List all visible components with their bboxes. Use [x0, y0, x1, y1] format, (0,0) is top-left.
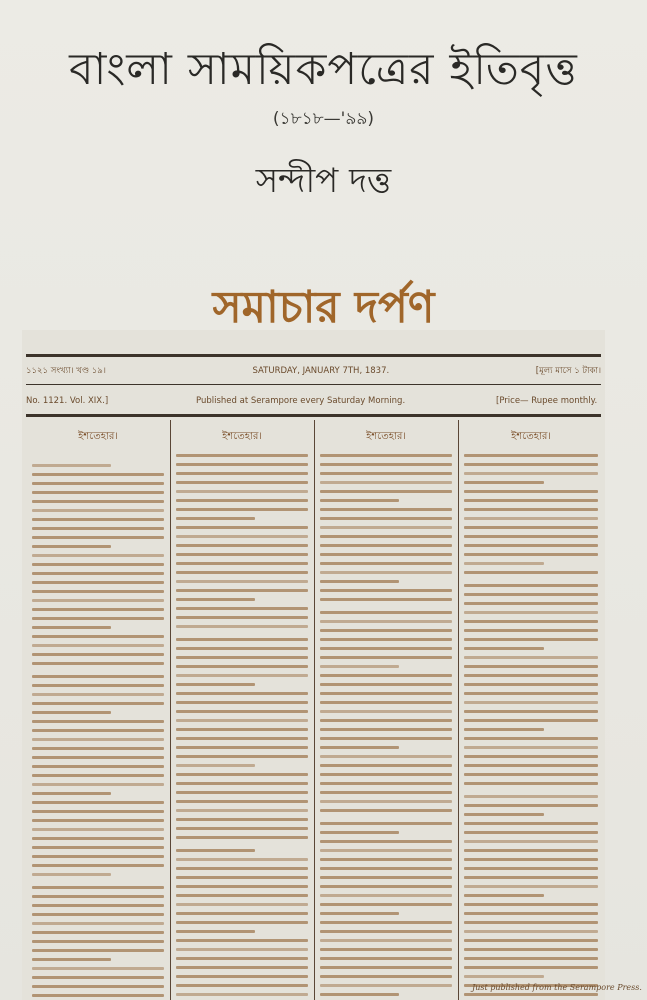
newspaper-text-line [32, 509, 164, 512]
newspaper-text-line [32, 693, 164, 696]
newspaper-text-line [32, 554, 164, 557]
newspaper-text-line [32, 572, 164, 575]
newspaper-text-line [32, 653, 164, 656]
newspaper-text-line [176, 665, 308, 668]
dateline-mid: SATURDAY, JANUARY 7TH, 1837. [252, 366, 390, 376]
newspaper-text-line [176, 755, 308, 758]
newspaper-text-line [32, 931, 164, 934]
newspaper-text-line [32, 949, 164, 952]
newspaper-top-rule [26, 354, 601, 357]
newspaper-text-line [176, 463, 308, 466]
newspaper-column-3 [316, 420, 456, 1000]
newspaper-text-line [176, 481, 308, 484]
newspaper-text-line [464, 795, 598, 798]
newspaper-text-line [464, 683, 598, 686]
newspaper-text-line [32, 819, 164, 822]
newspaper-text-line [176, 580, 308, 583]
newspaper-text-line [32, 702, 164, 705]
newspaper-text-line [464, 647, 544, 650]
newspaper-text-line [32, 994, 164, 997]
newspaper-text-line [32, 828, 164, 831]
newspaper-text-line [176, 589, 308, 592]
newspaper-text-line [176, 535, 308, 538]
newspaper-text-line [464, 553, 598, 556]
newspaper-text-line [320, 930, 452, 933]
book-author: সন্দীপ দত্ত [255, 161, 392, 201]
newspaper-text-line [32, 895, 164, 898]
newspaper-text-line [320, 562, 452, 565]
newspaper-text-line [176, 948, 308, 951]
newspaper-text-line [464, 876, 598, 879]
newspaper-text-line [320, 620, 452, 623]
column-heading: ইশতেহার। [511, 431, 551, 442]
newspaper-text-line [320, 638, 452, 641]
newspaper-text-line [320, 629, 452, 632]
newspaper-text-line [464, 755, 598, 758]
newspaper-text-line [320, 957, 452, 960]
newspaper-text-line [464, 948, 598, 951]
newspaper-text-line [320, 728, 452, 731]
book-years: (১৮১৮—'৯৯) [272, 109, 375, 129]
newspaper-text-line [176, 903, 308, 906]
newspaper-text-line [176, 472, 308, 475]
newspaper-text-line [464, 939, 598, 942]
newspaper-text-line [176, 692, 308, 695]
newspaper-text-line [320, 822, 452, 825]
newspaper-text-line [320, 764, 452, 767]
newspaper-text-line [464, 656, 598, 659]
newspaper-text-line [32, 747, 164, 750]
newspaper-text-line [176, 701, 308, 704]
newspaper-text-line [320, 580, 399, 583]
newspaper-column-1 [28, 420, 168, 1000]
newspaper-text-line [32, 617, 164, 620]
newspaper-text-line [464, 921, 598, 924]
newspaper-text-line [176, 984, 308, 987]
newspaper-text-line [320, 867, 452, 870]
newspaper-text-line [32, 774, 164, 777]
newspaper-text-line [464, 737, 598, 740]
newspaper-text-line [320, 773, 452, 776]
newspaper-text-line [464, 463, 598, 466]
newspaper-text-line [32, 855, 164, 858]
newspaper-text-line [464, 710, 598, 713]
newspaper-text-line [32, 644, 164, 647]
newspaper-text-line [32, 886, 164, 889]
newspaper-text-line [464, 490, 598, 493]
newspaper-text-line [464, 526, 598, 529]
newspaper-text-line [176, 710, 308, 713]
newspaper-text-line [320, 544, 452, 547]
newspaper-text-line [176, 737, 308, 740]
newspaper-text-line [32, 783, 164, 786]
newspaper-text-line [32, 765, 164, 768]
newspaper-text-line [32, 810, 164, 813]
newspaper-text-line [464, 602, 598, 605]
newspaper-text-line [320, 674, 452, 677]
newspaper-text-line [32, 729, 164, 732]
newspaper-text-line [320, 903, 452, 906]
newspaper-text-line [464, 674, 598, 677]
newspaper-text-line [320, 809, 452, 812]
newspaper-text-line [320, 526, 452, 529]
newspaper-text-line [464, 719, 598, 722]
newspaper-text-line [176, 966, 308, 969]
newspaper-text-line [464, 584, 598, 587]
newspaper-text-line [320, 481, 452, 484]
newspaper-text-line [32, 801, 164, 804]
newspaper-text-line [176, 625, 308, 628]
newspaper-text-line [464, 957, 598, 960]
newspaper-text-line [32, 581, 164, 584]
newspaper-text-line [320, 894, 452, 897]
newspaper-text-line [176, 782, 308, 785]
newspaper-rule-3 [26, 414, 601, 417]
newspaper-text-line [32, 563, 164, 566]
newspaper-text-line [176, 553, 308, 556]
newspaper-text-line [32, 684, 164, 687]
newspaper-text-line [176, 876, 308, 879]
newspaper-text-line [320, 535, 452, 538]
newspaper-text-line [176, 746, 308, 749]
newspaper-text-line [320, 571, 452, 574]
newspaper-text-line [464, 481, 544, 484]
dateline-left: ১১২১ সংখ্যা। খণ্ড ১৯। [26, 366, 106, 376]
newspaper-text-line [320, 885, 452, 888]
newspaper-text-line [32, 608, 164, 611]
newspaper-column-4 [460, 420, 602, 1000]
newspaper-text-line [176, 616, 308, 619]
newspaper-text-line [320, 912, 399, 915]
newspaper-text-line [320, 553, 452, 556]
newspaper-text-line [176, 867, 308, 870]
newspaper-text-line [464, 535, 598, 538]
newspaper-text-line [320, 508, 452, 511]
newspaper-text-line [320, 589, 452, 592]
newspaper-text-line [320, 517, 452, 520]
newspaper-text-line [464, 813, 544, 816]
newspaper-text-line [464, 544, 598, 547]
newspaper-text-line [32, 711, 111, 714]
newspaper-text-line [32, 873, 111, 876]
newspaper-text-line [32, 626, 111, 629]
newspaper-text-line [176, 939, 308, 942]
newspaper-text-line [320, 831, 399, 834]
newspaper-text-line [320, 665, 399, 668]
newspaper-text-line [32, 904, 164, 907]
newspaper-text-line [320, 701, 452, 704]
newspaper-text-line [320, 454, 452, 457]
newspaper-text-line [176, 638, 308, 641]
newspaper-text-line [32, 792, 111, 795]
newspaper-text-line [320, 791, 452, 794]
newspaper-text-line [32, 738, 164, 741]
newspaper-text-line [32, 756, 164, 759]
newspaper-text-line [320, 683, 452, 686]
newspaper-text-line [464, 629, 598, 632]
newspaper-text-line [32, 967, 164, 970]
newspaper-text-line [464, 993, 598, 996]
newspaper-text-line [32, 864, 164, 867]
newspaper-text-line [32, 958, 111, 961]
newspaper-text-line [464, 782, 598, 785]
newspaper-text-line [32, 518, 164, 521]
newspaper-text-line [32, 464, 111, 467]
newspaper-text-line [464, 593, 598, 596]
newspaper-text-line [176, 809, 308, 812]
newspaper-text-line [320, 876, 452, 879]
newspaper-text-line [464, 849, 598, 852]
newspaper-text-line [32, 985, 164, 988]
newspaper-text-line [320, 656, 452, 659]
newspaper-publisher-row [26, 393, 601, 409]
newspaper-text-line [464, 692, 598, 695]
newspaper-text-line [32, 545, 111, 548]
newspaper-text-line [176, 544, 308, 547]
newspaper-masthead: সমাচার দর্পণ [212, 282, 435, 333]
newspaper-text-line [176, 719, 308, 722]
newspaper-text-line [464, 885, 598, 888]
newspaper-text-line [320, 737, 452, 740]
newspaper-text-line [32, 922, 164, 925]
newspaper-text-line [320, 993, 399, 996]
newspaper-text-line [176, 499, 308, 502]
newspaper-text-line [176, 800, 308, 803]
newspaper-text-line [464, 746, 598, 749]
newspaper-text-line [176, 827, 308, 830]
newspaper-text-line [320, 975, 452, 978]
newspaper-text-line [464, 858, 598, 861]
dateline-right: [মূল্য মাসে ১ টাকা। [535, 366, 601, 376]
newspaper-text-line [464, 831, 598, 834]
newspaper-text-line [320, 647, 452, 650]
newspaper-text-line [464, 508, 598, 511]
issue-number: No. 1121. Vol. XIX.] [26, 396, 109, 406]
newspaper-text-line [176, 508, 308, 511]
newspaper-text-line [320, 849, 452, 852]
newspaper-text-line [32, 913, 164, 916]
newspaper-text-line [464, 454, 598, 457]
newspaper-text-line [464, 930, 598, 933]
newspaper-text-line [464, 822, 598, 825]
newspaper-text-line [320, 840, 452, 843]
newspaper-text-line [176, 656, 308, 659]
newspaper-text-line [176, 930, 255, 933]
newspaper-text-line [176, 957, 308, 960]
publisher-line: Published at Serampore every Saturday Morning. [196, 396, 406, 406]
newspaper-text-line [464, 894, 544, 897]
newspaper-footer: Just published from the Serampore Press. [472, 983, 642, 992]
newspaper-text-line [320, 966, 452, 969]
newspaper-text-line [464, 620, 598, 623]
newspaper-text-line [32, 837, 164, 840]
newspaper-text-line [32, 500, 164, 503]
newspaper-text-line [176, 975, 308, 978]
newspaper-text-line [176, 764, 255, 767]
newspaper-text-line [320, 858, 452, 861]
newspaper-text-line [464, 764, 598, 767]
newspaper-text-line [464, 867, 598, 870]
newspaper-text-line [464, 804, 598, 807]
newspaper-text-line [464, 701, 598, 704]
column-heading: ইশতেহার। [366, 431, 406, 442]
newspaper-text-line [176, 818, 308, 821]
newspaper-text-line [176, 490, 308, 493]
newspaper-text-line [32, 599, 164, 602]
newspaper-text-line [176, 885, 308, 888]
newspaper-text-line [320, 692, 452, 695]
newspaper-text-line [176, 526, 308, 529]
newspaper-text-line [320, 710, 452, 713]
newspaper-text-line [32, 635, 164, 638]
newspaper-text-line [464, 665, 598, 668]
newspaper-text-line [464, 562, 544, 565]
column-divider [170, 420, 171, 1000]
newspaper-text-line [176, 571, 308, 574]
newspaper-dateline [26, 362, 601, 380]
newspaper-text-line [32, 482, 164, 485]
newspaper-text-line [320, 782, 452, 785]
newspaper-text-line [320, 499, 399, 502]
newspaper-text-line [32, 662, 164, 665]
newspaper-text-line [464, 840, 598, 843]
newspaper-rule-2 [26, 384, 601, 385]
newspaper-text-line [32, 976, 164, 979]
newspaper-text-line [464, 966, 598, 969]
book-title: বাংলা সাময়িকপত্রের ইতিবৃত্ত [69, 44, 578, 95]
column-divider [314, 420, 315, 1000]
newspaper-text-line [176, 562, 308, 565]
newspaper-text-line [464, 975, 544, 978]
newspaper-text-line [176, 517, 255, 520]
newspaper-text-line [176, 921, 308, 924]
newspaper-text-line [32, 940, 164, 943]
newspaper-text-line [320, 746, 399, 749]
column-divider [458, 420, 459, 1000]
newspaper-text-line [176, 773, 308, 776]
newspaper-text-line [464, 517, 598, 520]
newspaper-text-line [320, 611, 452, 614]
newspaper-text-line [176, 894, 308, 897]
newspaper-text-line [32, 846, 164, 849]
newspaper-text-line [176, 849, 255, 852]
newspaper-text-line [176, 993, 308, 996]
newspaper-text-line [464, 773, 598, 776]
newspaper-text-line [464, 728, 544, 731]
newspaper-text-line [320, 948, 452, 951]
newspaper-text-line [32, 536, 164, 539]
newspaper-column-2 [172, 420, 312, 1000]
newspaper-text-line [464, 912, 598, 915]
newspaper-text-line [176, 598, 255, 601]
newspaper-text-line [176, 791, 308, 794]
newspaper-text-line [32, 720, 164, 723]
price-line: [Price— Rupee monthly. [496, 396, 598, 406]
newspaper-text-line [464, 571, 598, 574]
newspaper-text-line [32, 527, 164, 530]
newspaper-text-line [176, 858, 308, 861]
newspaper-text-line [32, 675, 164, 678]
newspaper-text-line [464, 472, 598, 475]
newspaper-text-line [464, 499, 598, 502]
newspaper-text-line [320, 984, 452, 987]
newspaper-text-line [320, 800, 452, 803]
newspaper-text-line [176, 607, 308, 610]
newspaper-text-line [464, 611, 598, 614]
newspaper-text-line [32, 491, 164, 494]
newspaper-text-line [320, 598, 452, 601]
newspaper-text-line [320, 719, 452, 722]
newspaper-text-line [176, 836, 308, 839]
newspaper-text-line [320, 755, 452, 758]
newspaper-text-line [32, 473, 164, 476]
newspaper-text-line [464, 638, 598, 641]
newspaper-text-line [176, 912, 308, 915]
newspaper-text-line [176, 454, 308, 457]
newspaper-text-line [320, 463, 452, 466]
column-heading: ইশতেহার। [78, 431, 118, 442]
newspaper-text-line [176, 683, 255, 686]
newspaper-text-line [176, 728, 308, 731]
newspaper-text-line [320, 921, 452, 924]
newspaper-text-line [176, 674, 308, 677]
newspaper-text-line [176, 647, 308, 650]
column-heading: ইশতেহার। [222, 431, 262, 442]
newspaper-text-line [32, 590, 164, 593]
newspaper-text-line [320, 939, 452, 942]
newspaper-text-line [320, 490, 452, 493]
newspaper-text-line [464, 903, 598, 906]
newspaper-text-line [320, 472, 452, 475]
